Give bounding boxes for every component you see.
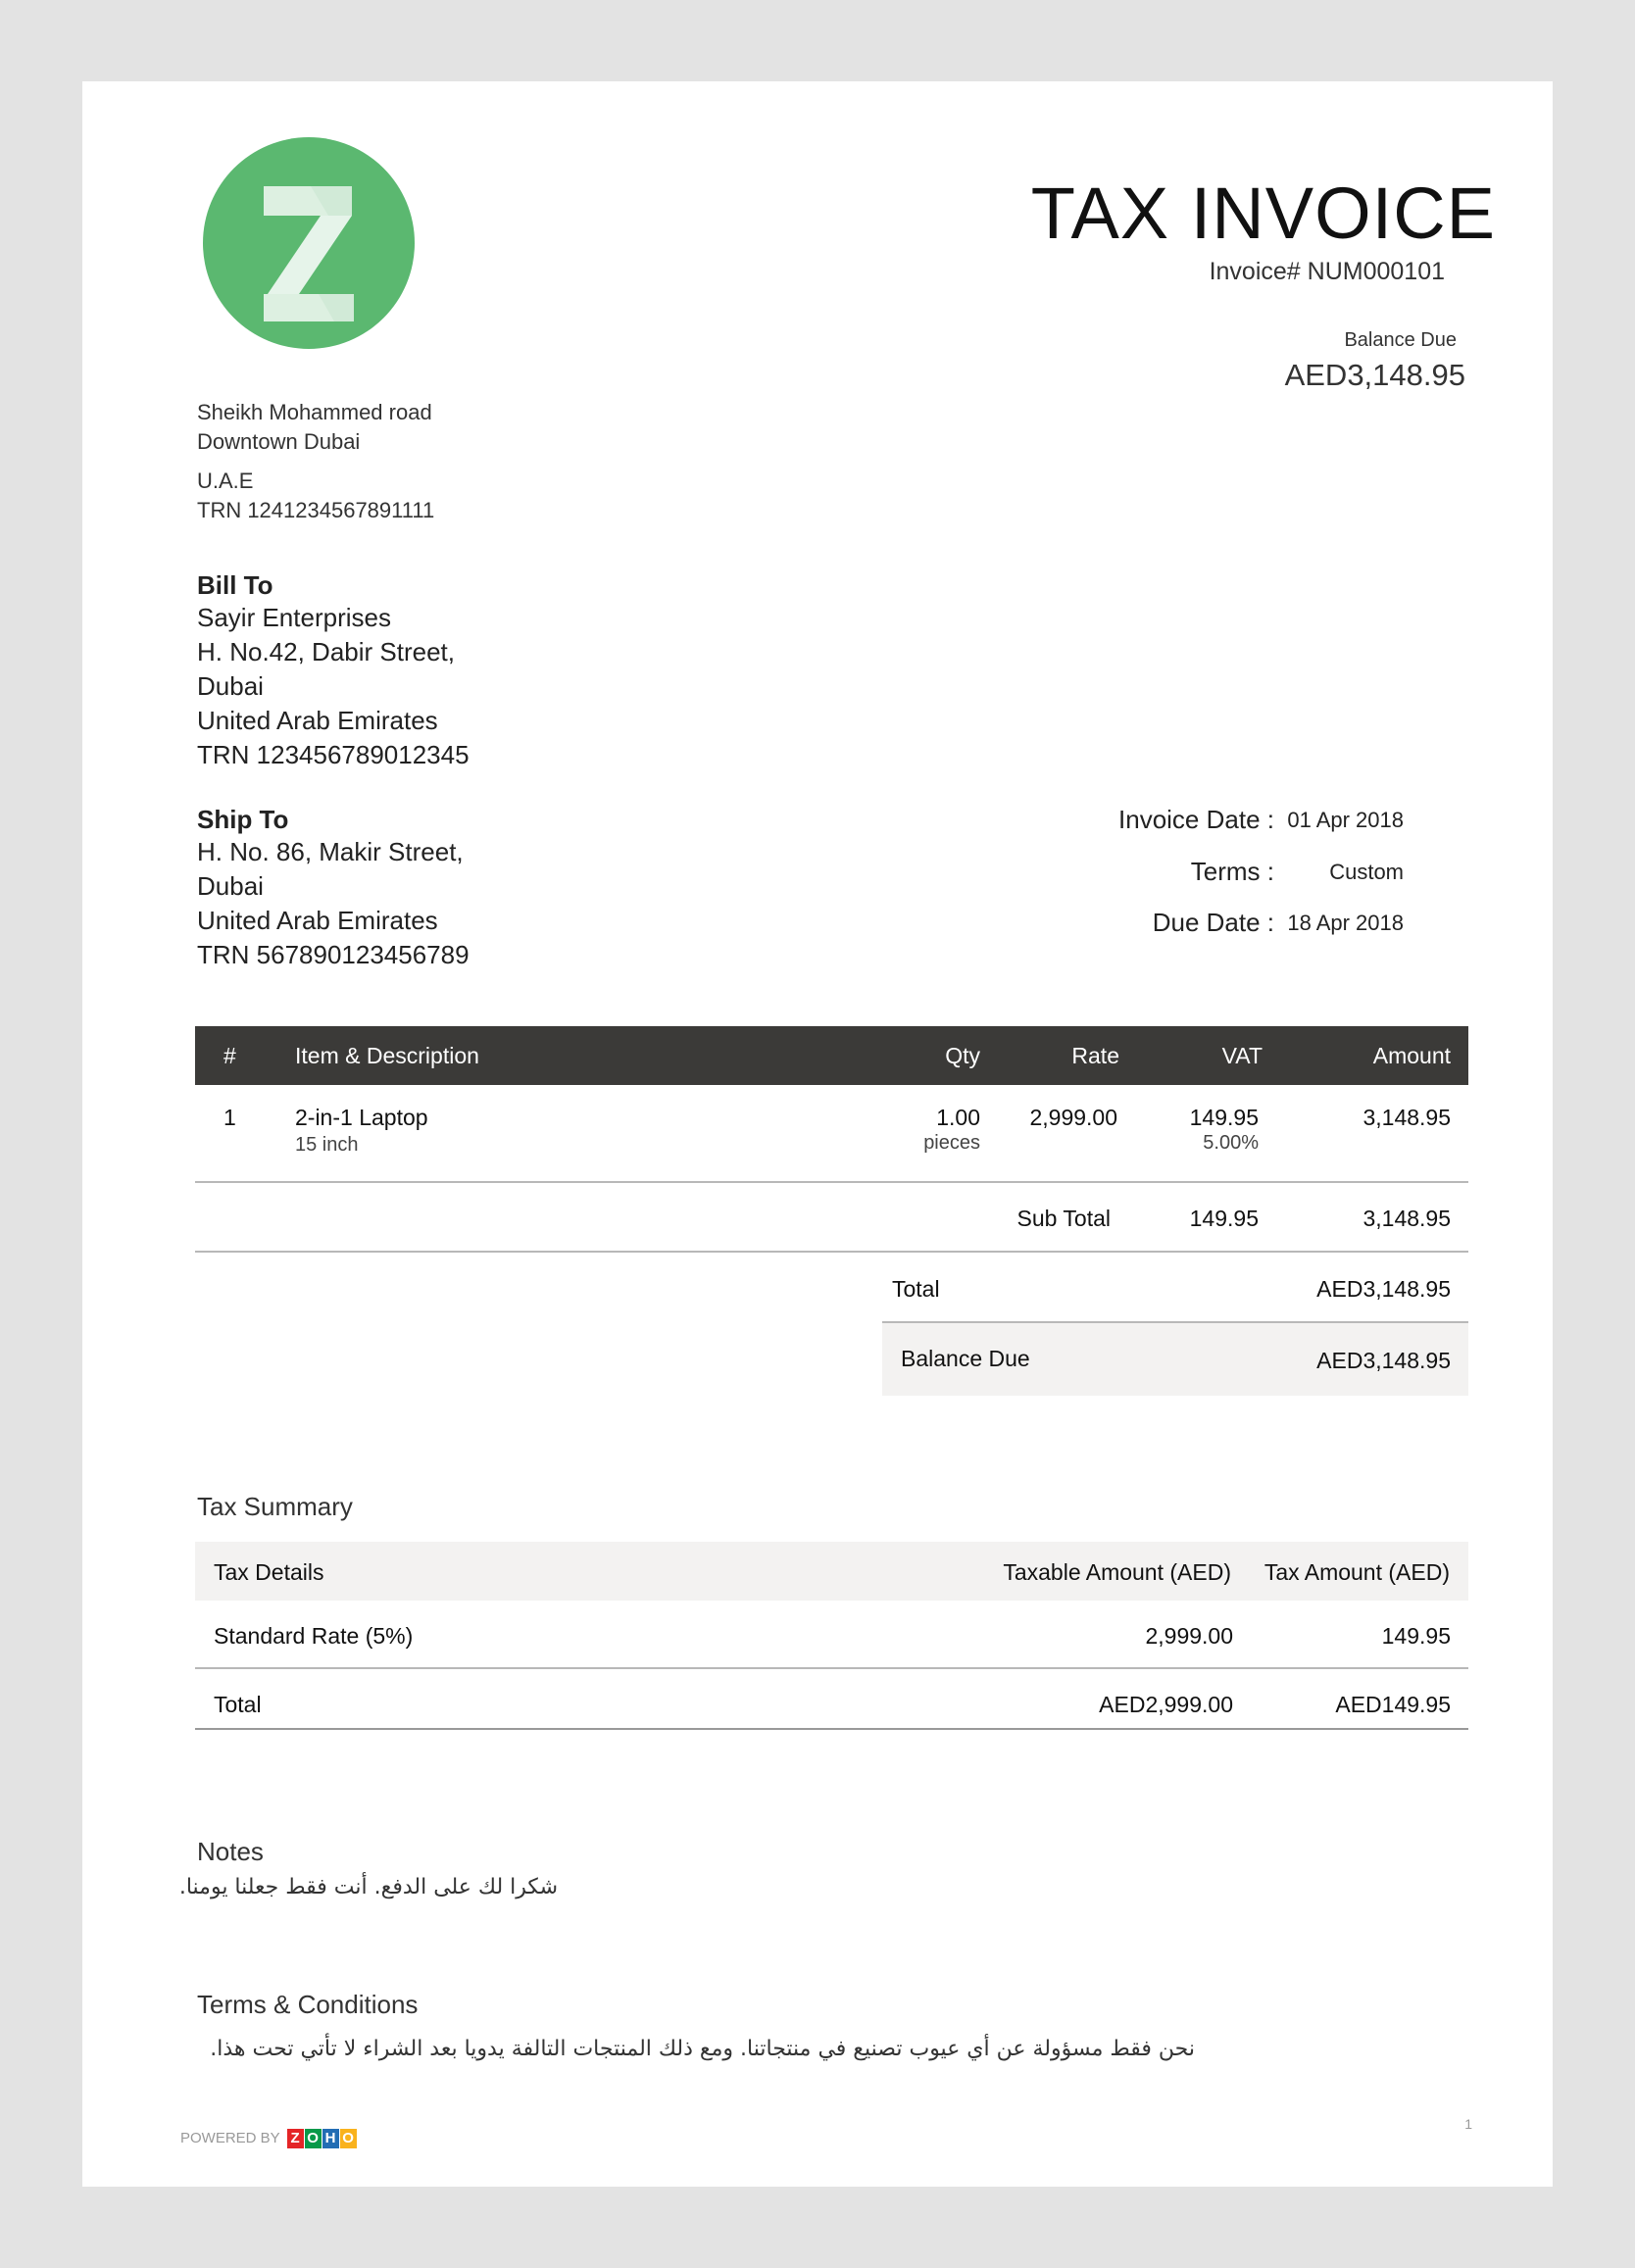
notes-text: شكرا لك على الدفع. أنت فقط جعلنا يومنا.: [178, 1875, 558, 1899]
row-qty: 1.00: [936, 1105, 980, 1130]
col-amount-header: Amount: [1372, 1043, 1451, 1068]
invoice-date-value: 01 Apr 2018: [1287, 808, 1404, 832]
bill-to-line: TRN 123456789012345: [197, 740, 470, 769]
tax-total-label: Total: [214, 1692, 262, 1717]
balance-due-row-value: AED3,148.95: [1316, 1348, 1451, 1373]
col-qty-header: Qty: [945, 1043, 980, 1068]
row-vat: 149.95: [1189, 1105, 1259, 1130]
bill-to-line: H. No.42, Dabir Street,: [197, 637, 455, 666]
terms-label: Terms :: [1190, 857, 1274, 886]
balance-due-label: Balance Due: [1344, 329, 1457, 351]
ship-to-heading: Ship To: [197, 805, 289, 834]
col-item-header: Item & Description: [295, 1043, 479, 1068]
divider: [195, 1181, 1468, 1183]
tax-row-details: Standard Rate (5%): [214, 1623, 414, 1649]
ship-to-line: TRN 567890123456789: [197, 940, 470, 969]
zoho-letter: Z: [287, 2129, 304, 2148]
row-rate: 2,999.00: [1029, 1105, 1117, 1130]
terms-heading: Terms & Conditions: [197, 1990, 419, 2019]
divider: [195, 1667, 1468, 1669]
invoice-number: Invoice# NUM000101: [1209, 258, 1445, 285]
ship-to-line: United Arab Emirates: [197, 906, 438, 935]
company-logo: [203, 137, 415, 349]
bill-to-line: Sayir Enterprises: [197, 603, 391, 632]
col-index-header: #: [223, 1043, 236, 1068]
bill-to-line: Dubai: [197, 671, 264, 701]
balance-due-amount: AED3,148.95: [1284, 358, 1465, 392]
subtotal-amount: 3,148.95: [1362, 1206, 1451, 1231]
balance-due-row-label: Balance Due: [901, 1346, 1030, 1371]
divider: [195, 1251, 1468, 1253]
row-index: 1: [223, 1105, 236, 1130]
bill-to-address: [197, 601, 470, 772]
org-address-line1: Sheikh Mohammed road: [197, 400, 432, 424]
col-vat-header: VAT: [1221, 1043, 1263, 1068]
invoice-page: [82, 81, 1553, 2187]
document-title: TAX INVOICE: [1030, 173, 1496, 254]
row-item-name: 2-in-1 Laptop: [295, 1105, 428, 1130]
total-label: Total: [892, 1276, 940, 1302]
row-amount: 3,148.95: [1362, 1105, 1451, 1130]
org-trn: TRN 1241234567891111: [197, 498, 435, 522]
zoho-letter: O: [340, 2129, 357, 2148]
bill-to-line: United Arab Emirates: [197, 706, 438, 735]
powered-by-label: POWERED BY: [180, 2129, 280, 2146]
items-table-header: [195, 1026, 1468, 1085]
ship-to-line: Dubai: [197, 871, 264, 901]
subtotal-vat: 149.95: [1189, 1206, 1259, 1231]
zoho-letter: H: [322, 2129, 339, 2148]
zoho-letter: O: [305, 2129, 322, 2148]
tax-total-tax: AED149.95: [1335, 1692, 1451, 1717]
total-value: AED3,148.95: [1316, 1276, 1451, 1302]
page-number: 1: [1464, 2116, 1472, 2132]
tax-summary-heading: Tax Summary: [197, 1492, 353, 1521]
table-row: [195, 1085, 1468, 1181]
zoho-logo-icon: [287, 2129, 358, 2148]
ship-to-line: H. No. 86, Makir Street,: [197, 837, 464, 866]
tax-total-taxable: AED2,999.00: [1099, 1692, 1233, 1717]
terms-value: Custom: [1329, 860, 1404, 884]
tax-col-tax: Tax Amount (AED): [1263, 1559, 1450, 1585]
tax-col-details: Tax Details: [214, 1559, 324, 1585]
tax-row-tax: 149.95: [1381, 1623, 1451, 1649]
row-item-description: 15 inch: [295, 1134, 359, 1156]
tax-row-taxable: 2,999.00: [1145, 1623, 1233, 1649]
org-address-line2: Downtown Dubai: [197, 429, 361, 454]
tax-summary-header: [195, 1542, 1468, 1601]
powered-by: [180, 2129, 358, 2148]
ship-to-address: [197, 835, 470, 972]
divider: [195, 1728, 1468, 1730]
due-date-label: Due Date :: [1152, 908, 1274, 937]
row-unit: pieces: [923, 1132, 980, 1154]
terms-text: نحن فقط مسؤولة عن أي عيوب تصنيع في منتجاتنا. ومع ذلك المنتجات التالفة يدويا بعد الشراء لا تأتي تحت هذا.: [210, 2037, 1195, 2061]
col-rate-header: Rate: [1071, 1043, 1119, 1068]
z-logo-icon: [203, 137, 415, 349]
due-date-value: 18 Apr 2018: [1287, 911, 1404, 935]
notes-heading: Notes: [197, 1837, 264, 1866]
org-country: U.A.E: [197, 468, 254, 493]
invoice-date-label: Invoice Date :: [1118, 805, 1274, 834]
subtotal-label: Sub Total: [1016, 1206, 1111, 1231]
bill-to-heading: Bill To: [197, 570, 273, 600]
row-vat-rate: 5.00%: [1203, 1132, 1259, 1154]
tax-col-taxable: Taxable Amount (AED): [1003, 1559, 1231, 1585]
